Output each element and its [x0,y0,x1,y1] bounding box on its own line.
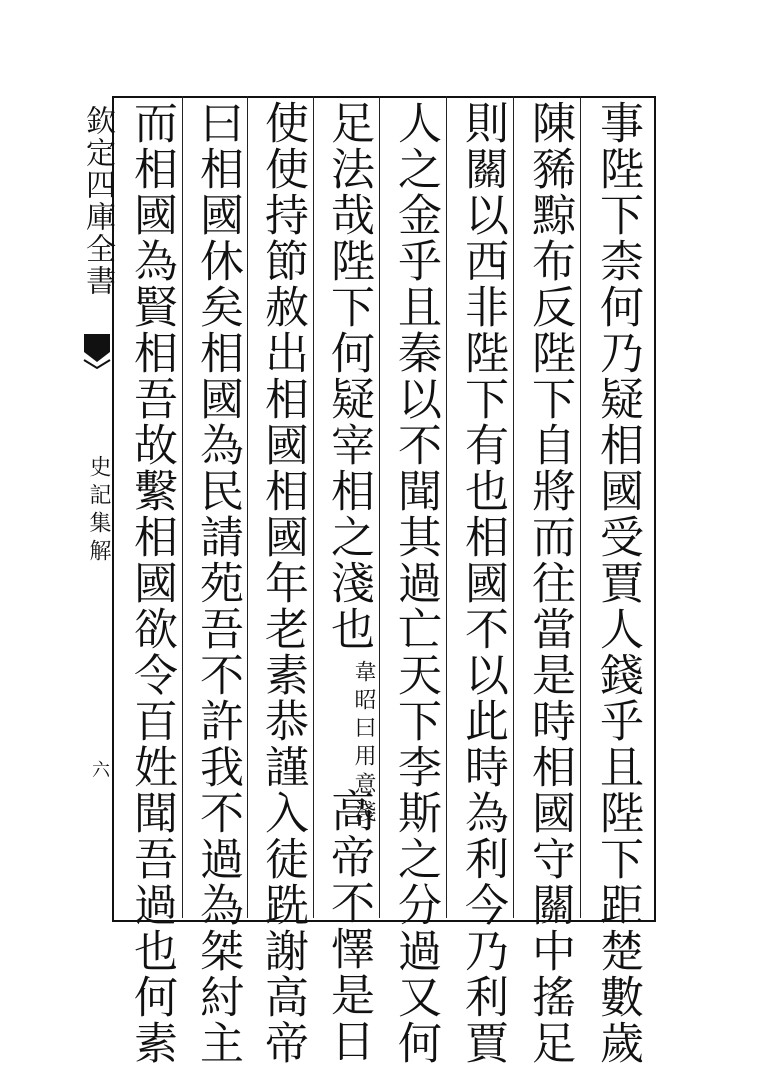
column-text: 使使持節赦出相國相國年老素恭謹入徒跣謝高帝 [257,100,308,1066]
column-rule [446,96,447,918]
fishtail-mark-icon [82,330,112,370]
collection-title: 欽定四庫全書 [80,105,115,297]
text-column [122,100,180,1066]
book-title: 史記集解 [86,455,111,567]
page-number: 六 [89,760,110,778]
column-text: 高帝不懌是日 [323,788,374,1064]
text-column [588,100,646,1066]
column-text: 足法哉陛下何疑宰相之淺也 [323,100,374,652]
text-column [253,100,311,1066]
column-text: 事陛下柰何乃疑相國受賈人錢乎且陛下距楚數歲 [592,100,643,1066]
column-rule [379,96,380,918]
text-column [188,100,246,1066]
column-rule [313,96,314,918]
column-rule [182,96,183,918]
text-column [319,100,377,1064]
column-rule [513,96,514,918]
column-text: 曰相國休矣相國為民請苑吾不許我不過為桀紂主 [192,100,243,1066]
text-column [453,100,511,1066]
interlinear-note: 韋昭曰用意淺 [351,660,376,828]
column-rule [247,96,248,918]
column-rule [580,96,581,918]
column-text: 而相國為賢相吾故繫相國欲令百姓聞吾過也何素 [126,100,177,1066]
text-column [386,100,444,1066]
column-text: 則關以西非陛下有也相國不以此時為利今乃利賈 [457,100,508,1066]
text-column [520,100,578,1066]
column-text: 陳豨黥布反陛下自將而往當是時相國守關中搖足 [524,100,575,1066]
column-text: 人之金乎且秦以不聞其過亡天下李斯之分過又何 [390,100,441,1066]
